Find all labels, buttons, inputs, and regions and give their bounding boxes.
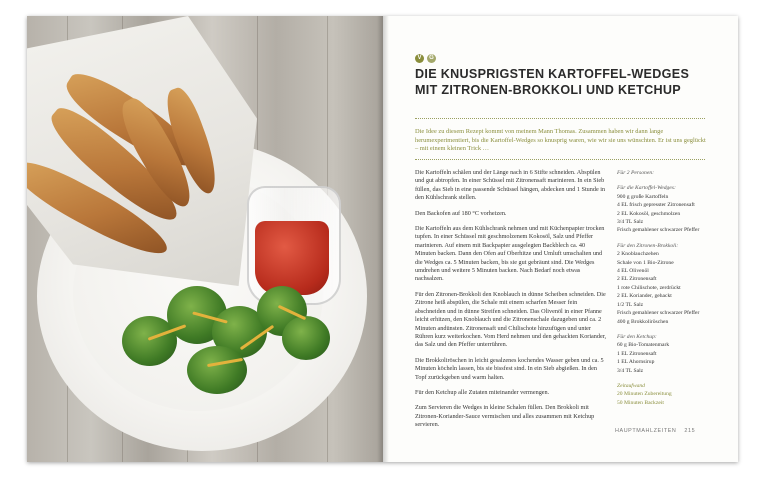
- ingredient-item: Schale von 1 Bio-Zitrone: [617, 259, 674, 266]
- servings-heading: Für 2 Personen:: [617, 170, 654, 176]
- bake-time: 50 Minuten Backzeit: [617, 399, 664, 406]
- ingredient-heading: Für den Ketchup:: [617, 333, 657, 340]
- diet-badges: [415, 54, 436, 63]
- ingredient-group-broccoli: [617, 242, 717, 326]
- divider: [415, 118, 705, 119]
- ingredient-item: 3/4 TL Salz: [617, 367, 644, 374]
- instructions: [415, 169, 607, 437]
- book-spread: [27, 16, 738, 462]
- broccoli-floret: [187, 346, 247, 394]
- ingredient-group-ketchup: [617, 333, 717, 375]
- ingredient-item: 1 rote Chilischote, zerdrückt: [617, 284, 681, 291]
- ingredient-item: 1/2 TL Salz: [617, 301, 644, 308]
- instruction-paragraph: Die Brokkoliröschen in leicht gesalzenes kochendes Wasser geben und ca. 5 Minuten köcheln lassen, bis sie bissfest sind. In ein Sieb abgießen. In den Topf zurückgeben und warm halten.: [415, 356, 604, 381]
- broccoli-floret: [282, 316, 330, 360]
- ingredients-column: [617, 169, 717, 414]
- ingredient-item: 2 Knoblauchzehen: [617, 251, 659, 258]
- ingredient-heading: Für die Kartoffel-Wedges:: [617, 185, 676, 192]
- ingredient-item: 1 EL Zitronensaft: [617, 350, 657, 357]
- ingredient-item: 60 g Bio-Tomatenmark: [617, 342, 670, 349]
- ingredient-item: 2 EL Kokosöl, geschmolzen: [617, 210, 681, 217]
- recipe-page: [383, 16, 738, 462]
- prep-time: 20 Minuten Zubereitung: [617, 391, 672, 398]
- ingredient-item: 400 g Brokkoliröschen: [617, 318, 669, 325]
- ketchup: [255, 221, 329, 295]
- divider: [415, 159, 705, 160]
- instruction-paragraph: Den Backofen auf 180 °C vorheizen.: [415, 209, 507, 217]
- ingredient-item: 4 EL frisch gepresster Zitronensaft: [617, 202, 695, 209]
- instruction-paragraph: Für den Ketchup alle Zutaten miteinander vermengen.: [415, 388, 550, 396]
- instruction-paragraph: Die Kartoffeln schälen und der Länge nach in 6 Stifte schneiden. Abspülen und gut abtropfen. In einer Schüssel mit Zitronensaft marinieren. In ein Sieb füllen, das Sieb in eine passende Schüssel hängen, abdecken und 1 Stunde in den Kühlschrank stellen.: [415, 169, 606, 202]
- section-label: HAUPTMAHLZEITEN: [615, 428, 677, 434]
- book-gutter: [377, 16, 389, 462]
- ingredient-heading: Für den Zitronen-Brokkoli:: [617, 242, 679, 249]
- ingredient-item: 2 EL Zitronensaft: [617, 276, 657, 283]
- ingredient-item: 4 EL Olivenöl: [617, 268, 649, 275]
- recipe-title: DIE KNUSPRIGSTEN KARTOFFEL-WEDGES MIT ZITRONEN-BROKKOLI UND KETCHUP: [415, 67, 690, 97]
- ingredient-item: 2 EL Koriander, gehackt: [617, 293, 672, 300]
- ingredient-item: 900 g große Kartoffeln: [617, 193, 669, 200]
- gluten-free-badge: G: [427, 54, 436, 63]
- ingredient-item: 3/4 TL Salz: [617, 219, 644, 226]
- ingredient-item: 1 EL Ahornsirup: [617, 359, 655, 366]
- ingredient-item: Frisch gemahlener schwarzer Pfeffer: [617, 227, 700, 234]
- instruction-paragraph: Die Kartoffeln aus dem Kühlschrank nehmen und mit Küchenpapier trocken tupfen. In einer Schüssel mit geschmolzenem Kokosöl, Salz und Pfeffer marinieren. Auf einem mit Backpapier ausgelegten Backblech ca. 40 Minuten backen. Dann den Ofen auf Oberhitze und Umluft umschalten und die Wedges ca. 5 Minuten backen, bis sie gut gebräunt sind. Die Wedges umdrehen und weitere 5 Minuten backen. Nach Bedarf noch etwas nachsalzen.: [415, 225, 605, 283]
- ingredient-item: Frisch gemahlener schwarzer Pfeffer: [617, 310, 700, 317]
- time-info: [617, 382, 717, 407]
- ingredient-group-wedges: [617, 184, 717, 234]
- recipe-intro: Die Idee zu diesem Rezept kommt von meinem Mann Thomas. Zusammen haben wir dann lange herumexperimentiert, bis die Kartoffel-Wedges so knusprig waren, wie wir sie uns wünschten. Er ist uns geglückt – mit einem kleinen Trick …: [415, 128, 706, 153]
- vegan-badge: V: [415, 54, 424, 63]
- instruction-paragraph: Für den Zitronen-Brokkoli den Knoblauch in dünne Scheiben schneiden. Die Zitrone heiß abspülen, die Schale mit einem scharfen Messer fein abschneiden und in dünne Streifen schneiden. Das Olivenöl in einer Pfanne leicht erhitzen, den Knoblauch und die Zitronenschale dazugeben und ca. 2 Minuten andünsten. Zitronensaft und Chilischote hinzufügen und unter Rühren kurz weiterkochen. Vom Herd nehmen und den gehackten Koriander, das Salz und den Pfeffer unterrühren.: [415, 290, 607, 349]
- instruction-paragraph: Zum Servieren die Wedges in kleine Schalen füllen. Den Brokkoli mit Zitronen-Koriander-Sauce vermischen und alles zusammen mit Ketchup servieren.: [415, 404, 595, 429]
- time-heading: Zeitaufwand: [617, 382, 645, 389]
- food-photo: [27, 16, 383, 462]
- page-footer: [615, 428, 695, 434]
- page-number: 215: [684, 428, 696, 434]
